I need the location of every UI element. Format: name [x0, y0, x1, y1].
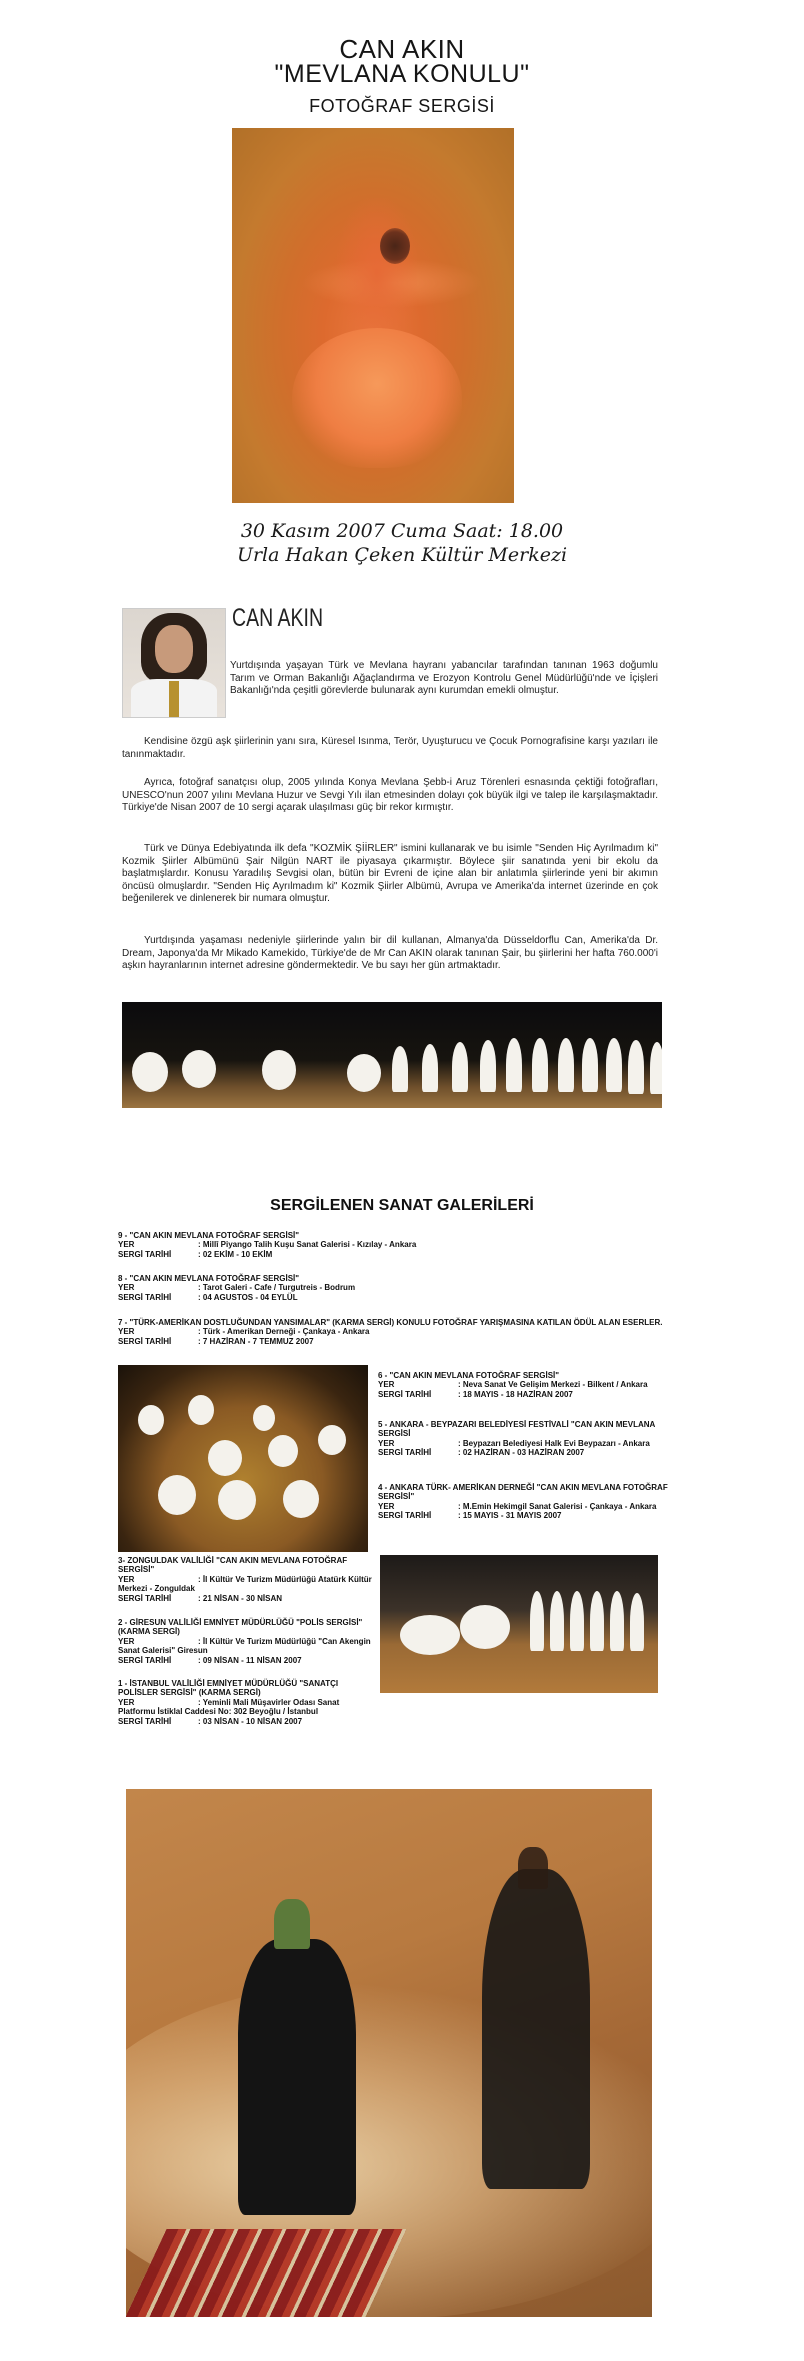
gallery-title: 3- ZONGULDAK VALİLİĞİ "CAN AKIN MEVLANA FOTOĞRAF SERGİSİ" [118, 1556, 348, 1575]
tarih-label: SERGİ TARİHİ [378, 1511, 432, 1521]
gallery-title: 7 - "TÜRK-AMERİKAN DOSTLUĞUNDAN YANSIMALAR" (KARMA SERGİ) KONULU FOTOĞRAF YARIŞMASINA KATILAN ÖDÜL ALAN ESERLER. [118, 1318, 663, 1327]
gallery-location: : Neva Sanat Ve Gelişim Merkezi - Bilkent / Ankara [458, 1380, 648, 1390]
dervishes-stage-photo [118, 1365, 368, 1552]
gallery-title: 8 - "CAN AKIN MEVLANA FOTOĞRAF SERGİSİ" [118, 1274, 300, 1283]
tarih-label: SERGİ TARİHİ [118, 1336, 172, 1346]
gallery-entry-1 [118, 1679, 378, 1726]
gallery-dates: : 02 EKİM - 10 EKİM [198, 1249, 273, 1259]
yer-label: YER [378, 1438, 395, 1448]
gallery-dates: : 09 NİSAN - 11 NİSAN 2007 [198, 1655, 302, 1665]
bio-paragraph-4: Türk ve Dünya Edebiyatında ilk defa "KOZMİK ŞİİRLER" ismini kullanarak ve bu isimle "Senden Hiç Ayrılmadım ki" Kozmik Şiirler Albümünü Şair Nilgün NART ile piyasaya çıkarmıştır. Böylece şiir sanatında yeni bir ekolu da başlatmışlardır. Konusu Yaradılış Sevgisi olan, bütün bir Evreni de içine alan bir anlatımla şiirlerinde yeni bir akımın öncüsü olmuşlardır. "Senden Hiç Ayrılmadım ki" Kozmik Şiirler Albümü, Avrupa ve Amerika'da internet üzerinde en çok beğenilerek ve dinlenerek bir numara olmuştur. [122, 843, 658, 904]
gallery-entry-4 [378, 1483, 668, 1521]
gallery-dates: : 15 MAYIS - 31 MAYIS 2007 [458, 1511, 562, 1521]
yer-label: YER [378, 1501, 395, 1511]
gallery-location: : Türk - Amerikan Derneği - Çankaya - Ankara [198, 1327, 370, 1337]
gallery-entry-8 [118, 1274, 448, 1302]
gallery-location: : Tarot Galeri - Cafe / Turgutreis - Bodrum [198, 1283, 356, 1293]
header-name: CAN AKIN [339, 34, 465, 64]
bio-paragraph-1: Yurtdışında yaşayan Türk ve Mevlana hayranı yabancılar tarafından tanınan 1963 doğumlu Tarım ve Orman Bakanlığı Ağaçlandırma ve Erozyon Kontrolu Genel Müdürlüğü'nde ve İçişleri Bakanlığı'nda çeşitli görevlerde bulunarak aynı kurumdan emekli olmuştur. [230, 660, 658, 696]
gallery-dates: : 04 AGUSTOS - 04 EYLÜL [198, 1292, 298, 1302]
gallery-title: 4 - ANKARA TÜRK- AMERİKAN DERNEĞİ "CAN AKIN MEVLANA FOTOĞRAF SERGİSİ" [378, 1483, 668, 1502]
gallery-dates: : 02 HAZİRAN - 03 HAZİRAN 2007 [458, 1448, 585, 1458]
header-exhibition: FOTOĞRAF SERGİSİ [309, 96, 495, 116]
gallery-dates: : 21 NİSAN - 30 NİSAN [198, 1593, 283, 1603]
bio-paragraph-2: Kendisine özgü aşk şiirlerinin yanı sıra, Küresel Isınma, Terör, Uyuşturucu ve Çocuk Pornografisine karşı yazıları ile tanınmaktadır. [122, 736, 658, 760]
gallery-entry-3 [118, 1556, 378, 1603]
bio-paragraph-5: Yurtdışında yaşaması nedeniyle şiirlerinde yalın bir dil kullanan, Almanya'da Düsseldorflu Can, Amerika'da Dr. Dream, Japonya'da Mr Mikado Kamekido, Türkiye'de de Mr Can AKIN olarak tanınan Şair, bu şiirlerini her hafta 760.000'i aşkın hayranlarının internet adresine göndermektedir. Ve bu sayı her gün artmaktadır. [122, 935, 658, 971]
yer-label: YER [378, 1380, 395, 1390]
yer-label: YER [118, 1240, 135, 1250]
gallery-location: : Beypazarı Belediyesi Halk Evi Beypazarı - Ankara [458, 1438, 650, 1448]
gallery-entry-2 [118, 1618, 378, 1665]
gallery-dates: : 18 MAYIS - 18 HAZİRAN 2007 [458, 1389, 573, 1399]
tarih-label: SERGİ TARİHİ [118, 1716, 172, 1726]
gallery-entry-7 [118, 1318, 678, 1346]
tarih-label: SERGİ TARİHİ [118, 1655, 172, 1665]
event-date: 30 Kasım 2007 Cuma Saat: 18.00 [240, 520, 564, 542]
gallery-entry-5 [378, 1420, 668, 1458]
gallery-location: : İl Kültür Ve Turizm Müdürlüğü "Can Akengin Sanat Galerisi" Giresun [118, 1636, 371, 1656]
yer-label: YER [118, 1574, 135, 1584]
galleries-title: SERGİLENEN SANAT GALERİLERİ [270, 1197, 534, 1214]
yer-label: YER [118, 1327, 135, 1337]
gallery-title: 6 - "CAN AKIN MEVLANA FOTOĞRAF SERGİSİ" [378, 1371, 560, 1380]
gallery-dates: : 7 HAZİRAN - 7 TEMMUZ 2007 [198, 1336, 314, 1346]
event-venue: Urla Hakan Çeken Kültür Merkezi [236, 544, 568, 566]
gallery-title: 9 - "CAN AKIN MEVLANA FOTOĞRAF SERGİSİ" [118, 1231, 300, 1240]
gallery-location: : Millî Piyango Talih Kuşu Sanat Galerisi - Kızılay - Ankara [198, 1240, 417, 1250]
gallery-entry-6 [378, 1371, 668, 1399]
gallery-location: : Yeminli Mali Müşavirler Odası Sanat Platformu İstiklal Caddesi No: 302 Beyoğlu / İstanbul [118, 1697, 340, 1717]
gallery-title: 1 - İSTANBUL VALİLİĞİ EMNİYET MÜDÜRLÜĞÜ "SANATÇI POLİSLER SERGİSİ" (KARMA SERGİ) [118, 1679, 339, 1698]
header-subject: "MEVLANA KONULU" [274, 60, 530, 88]
bio-paragraph-3: Ayrıca, fotoğraf sanatçısı olup, 2005 yılında Konya Mevlana Şebb-i Aruz Törenleri esnasında çektiği fotoğrafları, UNESCO'nun 2007 yılını Mevlana Huzur ve Sevgi Yılı ilan etmesinden dolayı çok büyük ilgi ve talep ile karşılaşmaktadır. Türkiye'de Nisan 2007 de 10 sergi açarak ulaşılması güç bir rekor kırmıştır. [122, 777, 658, 813]
yer-label: YER [118, 1283, 135, 1293]
yer-label: YER [118, 1636, 135, 1646]
hero-whirling-dervish-photo [232, 128, 514, 503]
gallery-title: 5 - ANKARA - BEYPAZARI BELEDİYESİ FESTİVALİ "CAN AKIN MEVLANA SERGİSİ [378, 1420, 655, 1439]
gallery-entry-9 [118, 1231, 448, 1259]
artist-name: CAN AKIN [232, 604, 324, 632]
tarih-label: SERGİ TARİHİ [118, 1292, 172, 1302]
gallery-title: 2 - GİRESUN VALİLİĞİ EMNİYET MÜDÜRLÜĞÜ "POLİS SERGİSİ" (KARMA SERGİ) [118, 1618, 363, 1637]
yer-label: YER [118, 1697, 135, 1707]
dervish-ceremony-panorama-photo [122, 1002, 662, 1108]
dervish-ensemble-photo [380, 1555, 658, 1693]
two-dervishes-spotlight-photo [126, 1789, 652, 2317]
tarih-label: SERGİ TARİHİ [378, 1448, 432, 1458]
tarih-label: SERGİ TARİHİ [378, 1389, 432, 1399]
gallery-dates: : 03 NİSAN - 10 NİSAN 2007 [198, 1716, 303, 1726]
gallery-location: : M.Emin Hekimgil Sanat Galerisi - Çankaya - Ankara [458, 1501, 657, 1511]
gallery-location: : İl Kültür Ve Turizm Müdürlüğü Atatürk Kültür Merkezi - Zonguldak [118, 1574, 372, 1594]
tarih-label: SERGİ TARİHİ [118, 1249, 172, 1259]
artist-portrait-photo [122, 608, 226, 718]
tarih-label: SERGİ TARİHİ [118, 1593, 172, 1603]
